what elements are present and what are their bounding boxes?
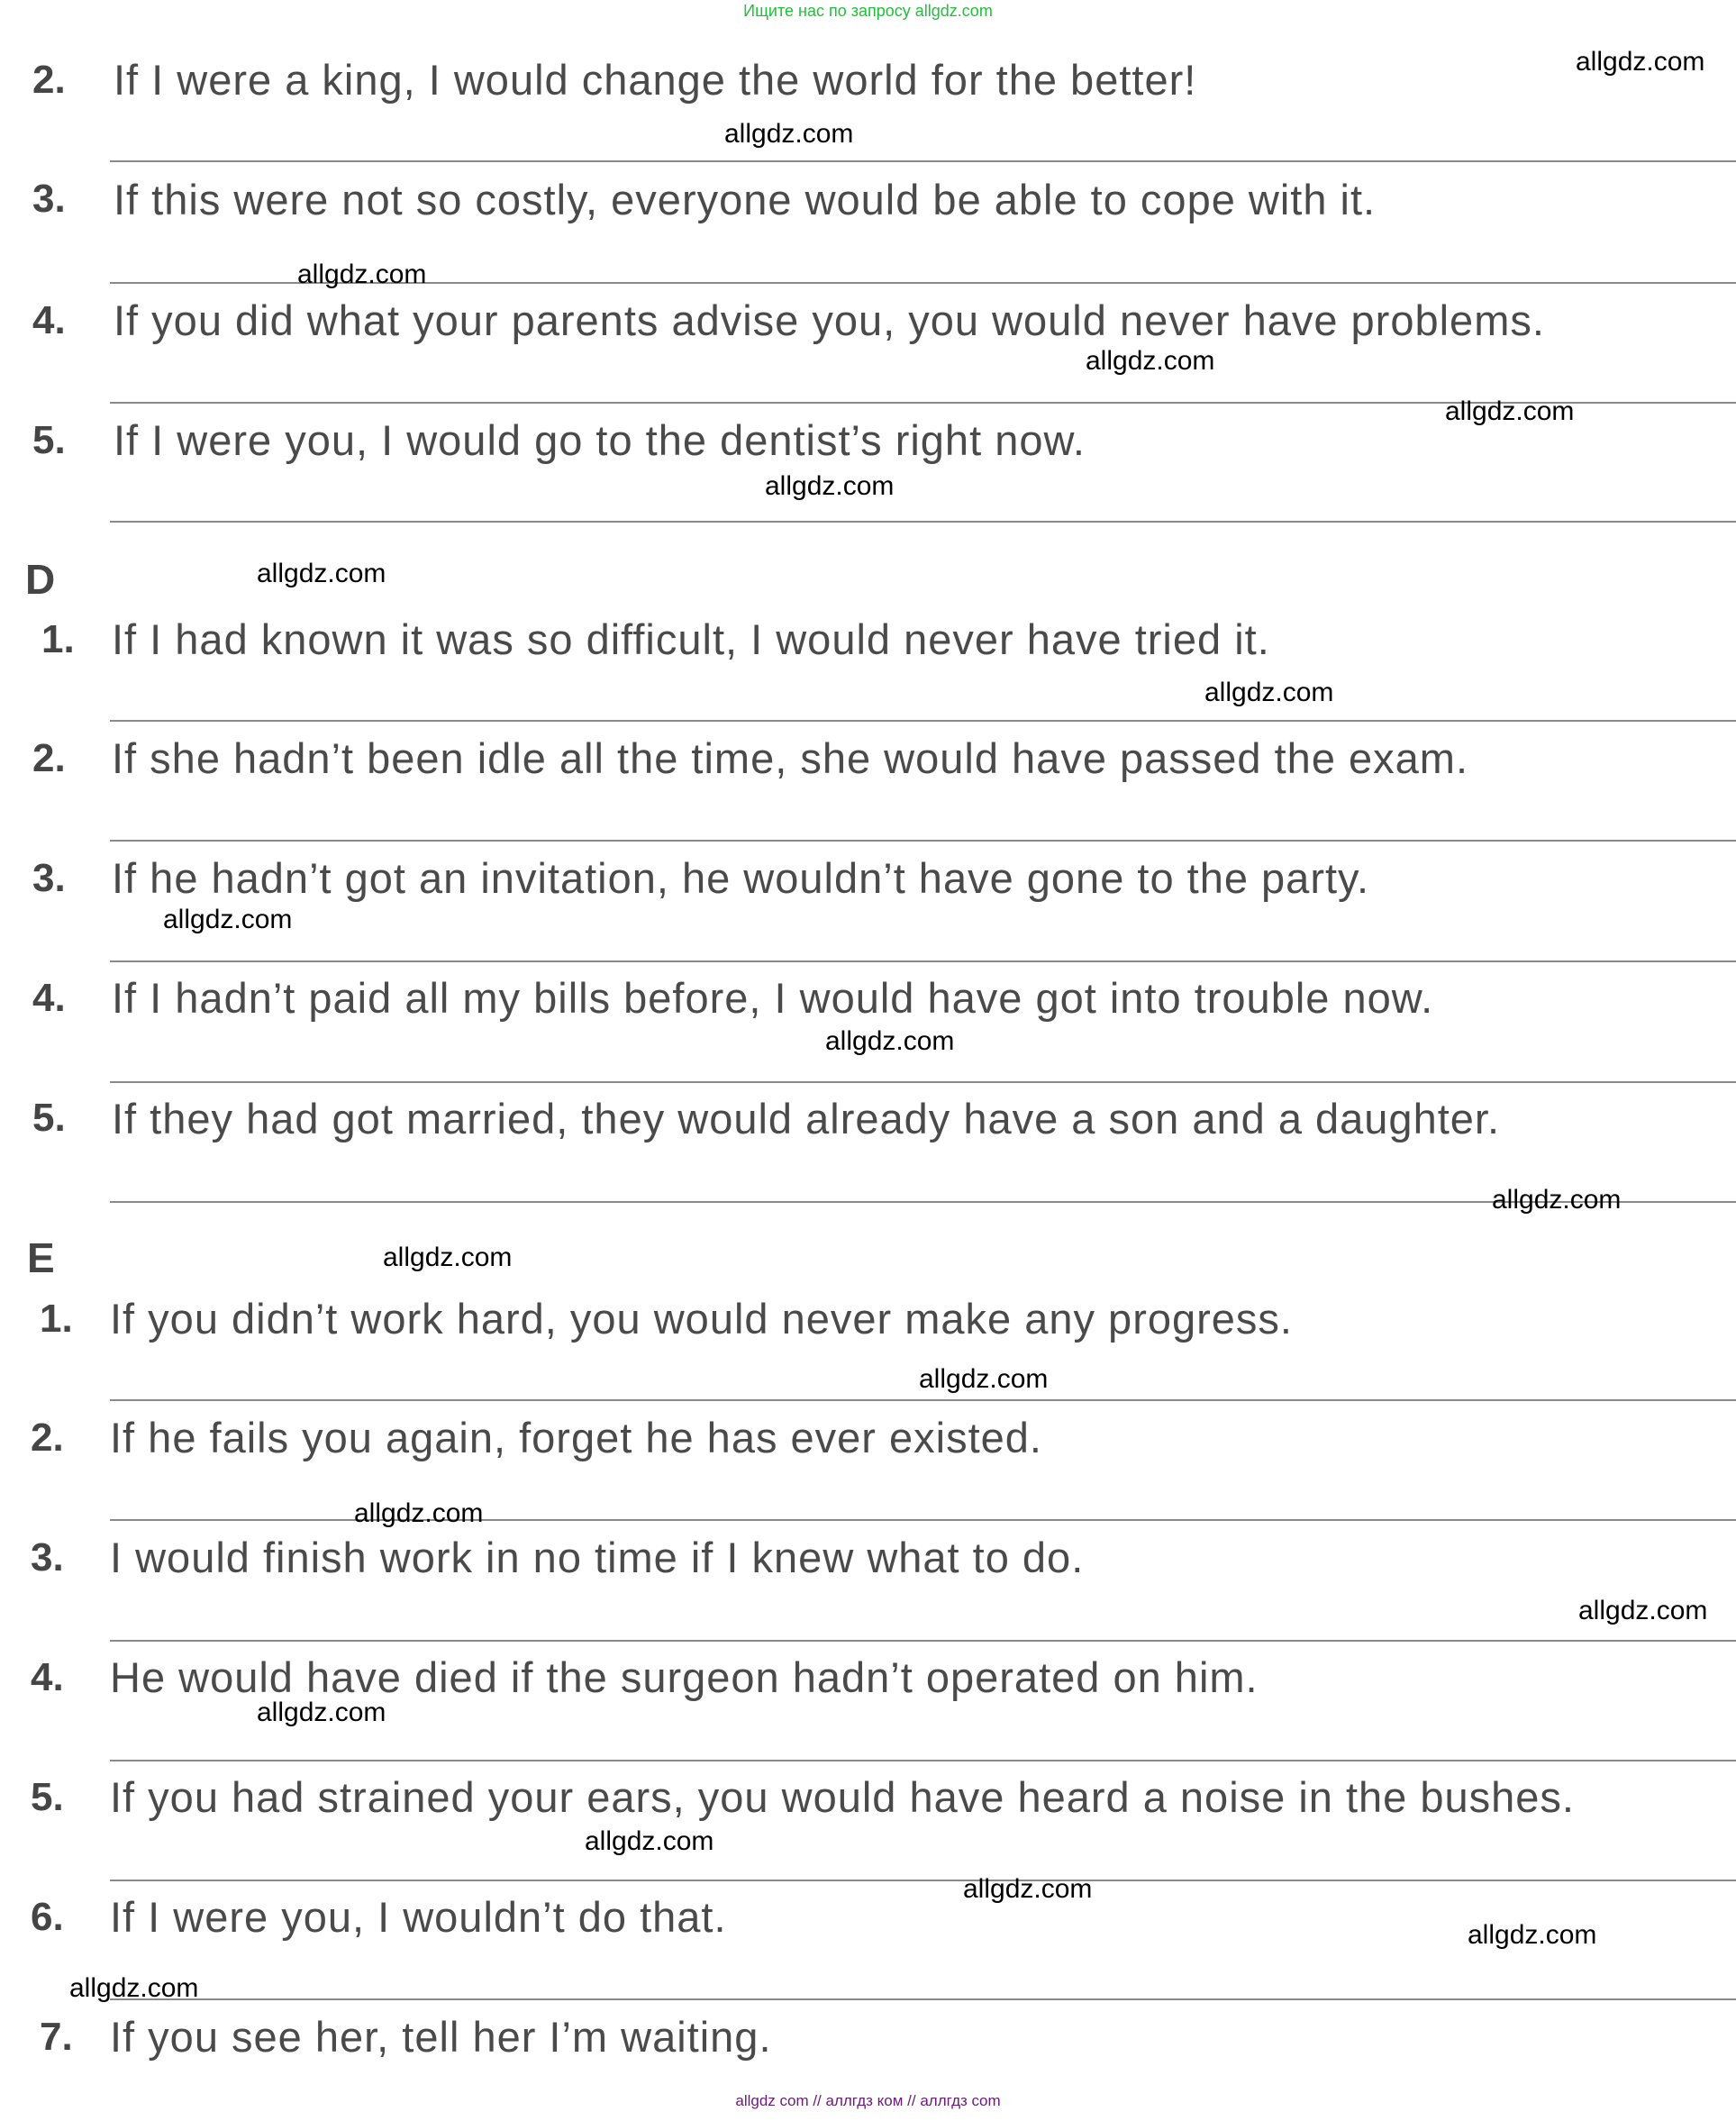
item-number: 4. xyxy=(31,1655,64,1699)
answer-line[interactable] xyxy=(110,960,1736,962)
watermark[interactable]: allgdz.com xyxy=(297,259,427,289)
sentence: If he hadn’t got an invitation, he wouldn’t have gone to the party. xyxy=(112,854,1370,902)
watermark[interactable]: allgdz.com xyxy=(354,1498,484,1528)
item-number: 2. xyxy=(32,58,66,102)
watermark[interactable]: allgdz.com xyxy=(963,1874,1093,1904)
answer-line[interactable] xyxy=(110,160,1736,162)
bottom-banner[interactable]: allgdz com // аллгдз ком // аллгдз com xyxy=(735,2092,1001,2109)
item-number: 2. xyxy=(31,1416,64,1460)
sentence: If I were you, I wouldn’t do that. xyxy=(110,1893,727,1941)
item-number: 6. xyxy=(31,1895,64,1939)
item-number: 2. xyxy=(32,736,66,780)
sentence: If I were you, I would go to the dentist’s right now. xyxy=(114,416,1086,464)
item-number: 4. xyxy=(32,298,66,342)
answer-line[interactable] xyxy=(110,1081,1736,1083)
section-letter-d: D xyxy=(25,556,56,603)
answer-line[interactable] xyxy=(110,840,1736,842)
watermark[interactable]: allgdz.com xyxy=(1468,1920,1597,1950)
sentence: If he fails you again, forget he has ever existed. xyxy=(110,1414,1042,1461)
watermark[interactable]: allgdz.com xyxy=(1576,47,1705,77)
top-banner[interactable]: Ищите нас по запросу allgdz.com xyxy=(743,2,993,20)
sentence: If they had got married, they would already have a son and a daughter. xyxy=(112,1095,1501,1142)
watermark[interactable]: allgdz.com xyxy=(1445,396,1575,426)
watermark[interactable]: allgdz.com xyxy=(383,1243,513,1272)
watermark[interactable]: allgdz.com xyxy=(919,1364,1049,1394)
item-number: 3. xyxy=(32,856,66,900)
sentence: If you see her, tell her I’m waiting. xyxy=(110,2013,772,2061)
answer-line[interactable] xyxy=(110,720,1736,722)
sentence: If I had known it was so difficult, I would never have tried it. xyxy=(112,615,1270,663)
item-number: 1. xyxy=(40,1297,73,1341)
answer-line[interactable] xyxy=(110,1640,1736,1642)
sentence: If you did what your parents advise you, you would never have problems. xyxy=(114,296,1545,344)
watermark[interactable]: allgdz.com xyxy=(1492,1185,1622,1215)
sentence: If this were not so costly, everyone would be able to cope with it. xyxy=(114,176,1377,223)
watermark[interactable]: allgdz.com xyxy=(1204,678,1334,707)
answer-line[interactable] xyxy=(110,1760,1736,1761)
item-number: 3. xyxy=(31,1535,64,1579)
watermark[interactable]: allgdz.com xyxy=(163,905,293,934)
watermark[interactable]: allgdz.com xyxy=(257,559,386,588)
item-number: 5. xyxy=(31,1775,64,1819)
item-number: 1. xyxy=(41,617,75,661)
watermark[interactable]: allgdz.com xyxy=(765,471,895,501)
item-number: 3. xyxy=(32,177,66,221)
sentence: If I hadn’t paid all my bills before, I would have got into trouble now. xyxy=(112,974,1434,1022)
item-number: 4. xyxy=(32,976,66,1020)
watermark[interactable]: allgdz.com xyxy=(69,1973,199,2003)
answer-line[interactable] xyxy=(110,1998,1736,2000)
sentence: If she hadn’t been idle all the time, she would have passed the exam. xyxy=(112,734,1469,782)
answer-line[interactable] xyxy=(110,1880,1736,1881)
sentence: If you didn’t work hard, you would never make any progress. xyxy=(110,1295,1293,1343)
watermark[interactable]: allgdz.com xyxy=(257,1698,386,1727)
sentence: If I were a king, I would change the world for the better! xyxy=(114,56,1197,104)
watermark[interactable]: allgdz.com xyxy=(1086,346,1215,376)
answer-line[interactable] xyxy=(110,521,1736,523)
sentence: I would finish work in no time if I knew what to do. xyxy=(110,1534,1085,1581)
sentence: He would have died if the surgeon hadn’t operated on him. xyxy=(110,1653,1259,1701)
item-number: 7. xyxy=(40,2015,73,2059)
watermark[interactable]: allgdz.com xyxy=(1578,1596,1708,1625)
watermark[interactable]: allgdz.com xyxy=(825,1026,955,1056)
watermark[interactable]: allgdz.com xyxy=(724,119,854,149)
watermark[interactable]: allgdz.com xyxy=(585,1826,714,1856)
answer-line[interactable] xyxy=(110,1399,1736,1401)
sentence: If you had strained your ears, you would have heard a noise in the bushes. xyxy=(110,1773,1575,1821)
section-letter-e: E xyxy=(27,1234,55,1281)
item-number: 5. xyxy=(32,418,66,462)
item-number: 5. xyxy=(32,1096,66,1140)
